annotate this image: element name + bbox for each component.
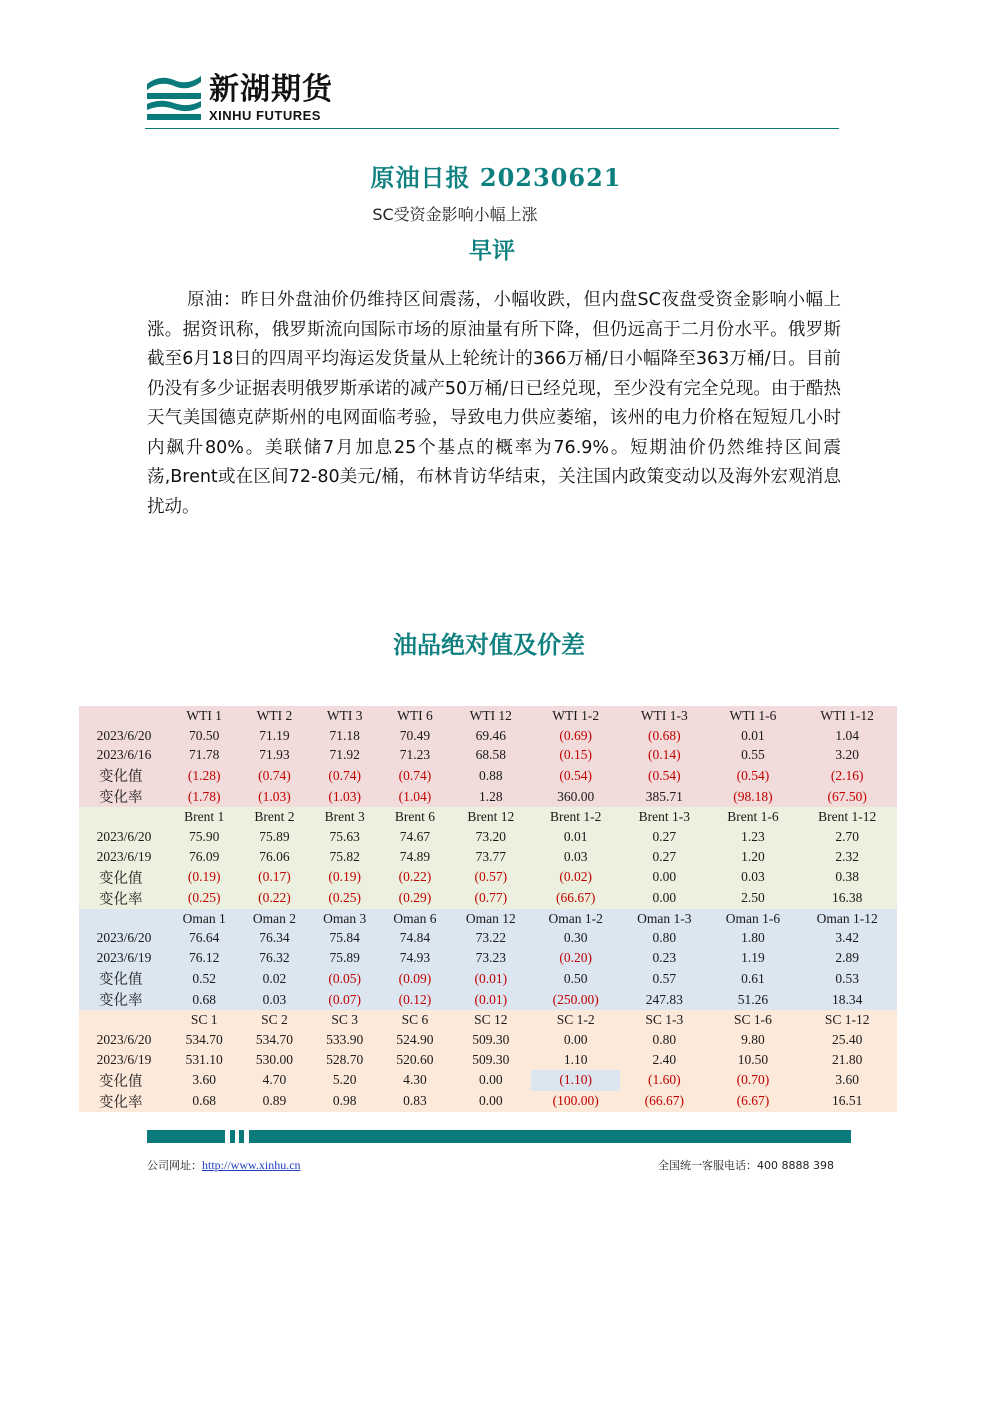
column-header-cell: SC 2 [239,1010,309,1030]
column-header-cell: SC 1-2 [531,1010,620,1030]
table-row [79,1030,897,1050]
value-cell: (1.60) [620,1070,709,1091]
value-cell: 4.70 [239,1070,309,1091]
value-cell: (0.20) [531,948,620,968]
footer-bar-tick-2 [239,1130,244,1143]
value-cell: 531.10 [169,1050,239,1070]
value-cell: 0.02 [239,968,309,989]
column-header-cell: WTI 1-2 [531,706,620,726]
value-cell: (0.12) [380,989,450,1010]
value-cell: 0.00 [450,1091,531,1112]
header [145,72,839,130]
value-cell: 2.70 [797,827,897,847]
value-cell: 71.19 [239,726,309,746]
row-label-cell [79,909,169,929]
column-header-cell: SC 12 [450,1010,531,1030]
value-cell: 0.03 [531,847,620,867]
value-cell: (0.69) [531,726,620,746]
value-cell: (0.54) [531,765,620,786]
value-cell: 71.92 [310,746,380,766]
column-header-cell: Oman 1-6 [709,909,798,929]
logo-text-cn: 新湖期货 [209,72,333,107]
column-header-cell: WTI 1-12 [797,706,897,726]
value-cell: 0.68 [169,989,239,1010]
table-header-row [79,909,897,929]
value-cell: 0.03 [709,867,798,888]
column-header-cell: Oman 3 [310,909,380,929]
value-cell: 0.38 [797,867,897,888]
value-cell: 1.10 [531,1050,620,1070]
value-cell: (0.29) [380,888,450,909]
column-header-cell: SC 1 [169,1010,239,1030]
value-cell: (0.57) [450,867,531,888]
value-cell: (0.19) [169,867,239,888]
value-cell: 1.23 [709,827,798,847]
value-cell: 528.70 [310,1050,380,1070]
value-cell: 360.00 [531,786,620,807]
value-cell: 2.40 [620,1050,709,1070]
xinhu-logo-icon [145,72,203,124]
table-row [79,888,897,909]
footer-website-link[interactable]: http://www.xinhu.cn [202,1158,301,1172]
value-cell: 0.27 [620,827,709,847]
logo-text-en: XINHU FUTURES [209,108,321,123]
table-row [79,1091,897,1112]
value-cell: 10.50 [709,1050,798,1070]
column-header-cell: SC 3 [310,1010,380,1030]
column-header-cell: SC 6 [380,1010,450,1030]
row-label-cell: 变化值 [79,765,169,786]
table-row [79,746,897,766]
row-label-cell: 变化率 [79,989,169,1010]
value-cell: 1.80 [709,929,798,949]
value-cell: 75.63 [310,827,380,847]
footer-bar-tick-1 [230,1130,235,1143]
value-cell: (1.10) [531,1070,620,1091]
column-header-cell: Oman 6 [380,909,450,929]
table-row [79,968,897,989]
value-cell: 3.60 [797,1070,897,1091]
value-cell: 73.23 [450,948,531,968]
value-cell: (0.22) [239,888,309,909]
value-cell: 71.78 [169,746,239,766]
value-cell: (66.67) [620,1091,709,1112]
column-header-cell: Brent 1 [169,807,239,827]
table-row [79,827,897,847]
value-cell: 75.89 [239,827,309,847]
table-header-row [79,807,897,827]
value-cell: 533.90 [310,1030,380,1050]
value-cell: (1.28) [169,765,239,786]
commentary-paragraph: 原油：昨日外盘油价仍维持区间震荡，小幅收跌，但内盘SC夜盘受资金影响小幅上涨。据资讯称，俄罗斯流向国际市场的原油量有所下降，但仍远高于二月份水平。俄罗斯截至6月18日的四周平均海运发货量从上轮统计的366万桶/日小幅降至363万桶/日。目前仍没有多少证据表明俄罗斯承诺的减产50万桶/日已经兑现，至少没有完全兑现。由于酷热天气美国德克萨斯州的电网面临考验，导致电力供应萎缩，该州的电力价格在短短几小时内飙升80%。美联储7月加息25个基点的概率为76.9%。短期油价仍然维持区间震荡,Brent或在区间72-80美元/桶，布林肯访华结束，关注国内政策变动以及海外宏观消息扰动。 [147,290,841,517]
column-header-cell: Oman 2 [239,909,309,929]
footer-bar-left [147,1130,225,1143]
spread-table [79,706,897,1112]
value-cell: 3.20 [797,746,897,766]
value-cell: 16.51 [797,1091,897,1112]
value-cell: 71.93 [239,746,309,766]
column-header-cell: SC 1-3 [620,1010,709,1030]
value-cell: 534.70 [169,1030,239,1050]
value-cell: 73.77 [450,847,531,867]
value-cell: 74.89 [380,847,450,867]
value-cell: 0.00 [531,1030,620,1050]
value-cell: 76.06 [239,847,309,867]
value-cell: 0.23 [620,948,709,968]
value-cell: 25.40 [797,1030,897,1050]
value-cell: 1.28 [450,786,531,807]
value-cell: (0.25) [310,888,380,909]
value-cell: (1.03) [239,786,309,807]
column-header-cell: Brent 3 [310,807,380,827]
value-cell: 520.60 [380,1050,450,1070]
value-cell: 75.90 [169,827,239,847]
column-header-cell: Oman 12 [450,909,531,929]
value-cell: 0.50 [531,968,620,989]
value-cell: 1.20 [709,847,798,867]
value-cell: 0.00 [620,867,709,888]
value-cell: 0.01 [531,827,620,847]
value-cell: (0.09) [380,968,450,989]
value-cell: (0.05) [310,968,380,989]
value-cell: (1.04) [380,786,450,807]
value-cell: (98.18) [709,786,798,807]
value-cell: (0.14) [620,746,709,766]
value-cell: 0.03 [239,989,309,1010]
row-label-cell: 变化值 [79,867,169,888]
column-header-cell: Brent 1-2 [531,807,620,827]
footer-bar-right [249,1130,851,1143]
value-cell: (67.50) [797,786,897,807]
value-cell: (0.01) [450,989,531,1010]
value-cell: (0.17) [239,867,309,888]
row-label-cell: 2023/6/16 [79,746,169,766]
row-label-cell: 变化率 [79,1091,169,1112]
value-cell: 2.32 [797,847,897,867]
column-header-cell: WTI 1-6 [709,706,798,726]
value-cell: 75.82 [310,847,380,867]
value-cell: (0.68) [620,726,709,746]
value-cell: (2.16) [797,765,897,786]
value-cell: 0.00 [450,1070,531,1091]
value-cell: (100.00) [531,1091,620,1112]
value-cell: 0.52 [169,968,239,989]
value-cell: 76.64 [169,929,239,949]
value-cell: (0.22) [380,867,450,888]
value-cell: (0.15) [531,746,620,766]
value-cell: (66.67) [531,888,620,909]
table-row [79,765,897,786]
value-cell: (0.25) [169,888,239,909]
value-cell: 0.98 [310,1091,380,1112]
value-cell: 74.67 [380,827,450,847]
value-cell: 0.57 [620,968,709,989]
value-cell: 70.49 [380,726,450,746]
table-row [79,929,897,949]
footer-hotline: 全国统一客服电话：400 8888 398 [658,1159,834,1172]
row-label-cell: 2023/6/20 [79,929,169,949]
column-header-cell: WTI 6 [380,706,450,726]
value-cell: 2.50 [709,888,798,909]
value-cell: 71.23 [380,746,450,766]
report-subtitle: SC受资金影响小幅上涨 [372,205,538,224]
value-cell: (0.19) [310,867,380,888]
value-cell: 76.32 [239,948,309,968]
table-row [79,989,897,1010]
footer-website-label: 公司网址： [147,1159,202,1172]
value-cell: 0.01 [709,726,798,746]
column-header-cell: WTI 12 [450,706,531,726]
value-cell: 0.30 [531,929,620,949]
value-cell: 76.34 [239,929,309,949]
value-cell: 18.34 [797,989,897,1010]
column-header-cell: Brent 1-3 [620,807,709,827]
value-cell: 0.53 [797,968,897,989]
value-cell: 524.90 [380,1030,450,1050]
value-cell: 0.89 [239,1091,309,1112]
value-cell: 530.00 [239,1050,309,1070]
column-header-cell: SC 1-12 [797,1010,897,1030]
value-cell: (0.02) [531,867,620,888]
value-cell: 3.60 [169,1070,239,1091]
value-cell: (0.70) [709,1070,798,1091]
value-cell: 0.27 [620,847,709,867]
value-cell: 74.93 [380,948,450,968]
value-cell: 70.50 [169,726,239,746]
row-label-cell: 2023/6/20 [79,726,169,746]
value-cell: (0.07) [310,989,380,1010]
value-cell: 247.83 [620,989,709,1010]
row-label-cell: 变化率 [79,888,169,909]
table-row [79,948,897,968]
footer-website [147,1157,301,1173]
value-cell: 1.19 [709,948,798,968]
value-cell: (0.01) [450,968,531,989]
value-cell: 74.84 [380,929,450,949]
value-cell: 68.58 [450,746,531,766]
value-cell: 21.80 [797,1050,897,1070]
value-cell: 73.20 [450,827,531,847]
value-cell: 0.80 [620,929,709,949]
value-cell: (250.00) [531,989,620,1010]
table-row [79,726,897,746]
value-cell: 73.22 [450,929,531,949]
value-cell: 5.20 [310,1070,380,1091]
column-header-cell: WTI 3 [310,706,380,726]
value-cell: (1.78) [169,786,239,807]
value-cell: 71.18 [310,726,380,746]
row-label-cell [79,706,169,726]
value-cell: 9.80 [709,1030,798,1050]
value-cell: 0.00 [620,888,709,909]
row-label-cell: 变化率 [79,786,169,807]
value-cell: 4.30 [380,1070,450,1091]
column-header-cell: Brent 1-12 [797,807,897,827]
value-cell: 534.70 [239,1030,309,1050]
column-header-cell: Brent 6 [380,807,450,827]
value-cell: 1.04 [797,726,897,746]
row-label-cell: 变化值 [79,1070,169,1091]
column-header-cell: WTI 1 [169,706,239,726]
value-cell: (0.74) [380,765,450,786]
table-row [79,847,897,867]
value-cell: (0.54) [709,765,798,786]
value-cell: (0.74) [310,765,380,786]
value-cell: 69.46 [450,726,531,746]
section-heading: 早评 [469,237,515,264]
column-header-cell: Brent 2 [239,807,309,827]
header-divider [145,128,839,129]
column-header-cell: SC 1-6 [709,1010,798,1030]
row-label-cell [79,807,169,827]
value-cell: 16.38 [797,888,897,909]
table-header-row [79,1010,897,1030]
table-row [79,1070,897,1091]
table-title: 油品绝对值及价差 [393,630,585,659]
value-cell: 0.83 [380,1091,450,1112]
table-row [79,786,897,807]
row-label-cell: 变化值 [79,968,169,989]
value-cell: 509.30 [450,1030,531,1050]
value-cell: 2.89 [797,948,897,968]
value-cell: (0.77) [450,888,531,909]
value-cell: 385.71 [620,786,709,807]
column-header-cell: Brent 12 [450,807,531,827]
value-cell: 75.84 [310,929,380,949]
value-cell: 3.42 [797,929,897,949]
value-cell: 76.12 [169,948,239,968]
table-row [79,1050,897,1070]
row-label-cell: 2023/6/19 [79,948,169,968]
value-cell: 76.09 [169,847,239,867]
column-header-cell: WTI 1-3 [620,706,709,726]
row-label-cell: 2023/6/19 [79,847,169,867]
value-cell: 0.88 [450,765,531,786]
column-header-cell: Oman 1 [169,909,239,929]
value-cell: 0.68 [169,1091,239,1112]
value-cell: 51.26 [709,989,798,1010]
column-header-cell: WTI 2 [239,706,309,726]
row-label-cell [79,1010,169,1030]
table-header-row [79,706,897,726]
column-header-cell: Oman 1-2 [531,909,620,929]
value-cell: 509.30 [450,1050,531,1070]
value-cell: (1.03) [310,786,380,807]
value-cell: 0.80 [620,1030,709,1050]
value-cell: 0.61 [709,968,798,989]
column-header-cell: Brent 1-6 [709,807,798,827]
row-label-cell: 2023/6/20 [79,1030,169,1050]
column-header-cell: Oman 1-12 [797,909,897,929]
value-cell: (0.54) [620,765,709,786]
row-label-cell: 2023/6/19 [79,1050,169,1070]
table-row [79,867,897,888]
value-cell: 75.89 [310,948,380,968]
row-label-cell: 2023/6/20 [79,827,169,847]
value-cell: (0.74) [239,765,309,786]
value-cell: (6.67) [709,1091,798,1112]
column-header-cell: Oman 1-3 [620,909,709,929]
value-cell: 0.55 [709,746,798,766]
report-title: 原油日报 20230621 [370,163,622,192]
